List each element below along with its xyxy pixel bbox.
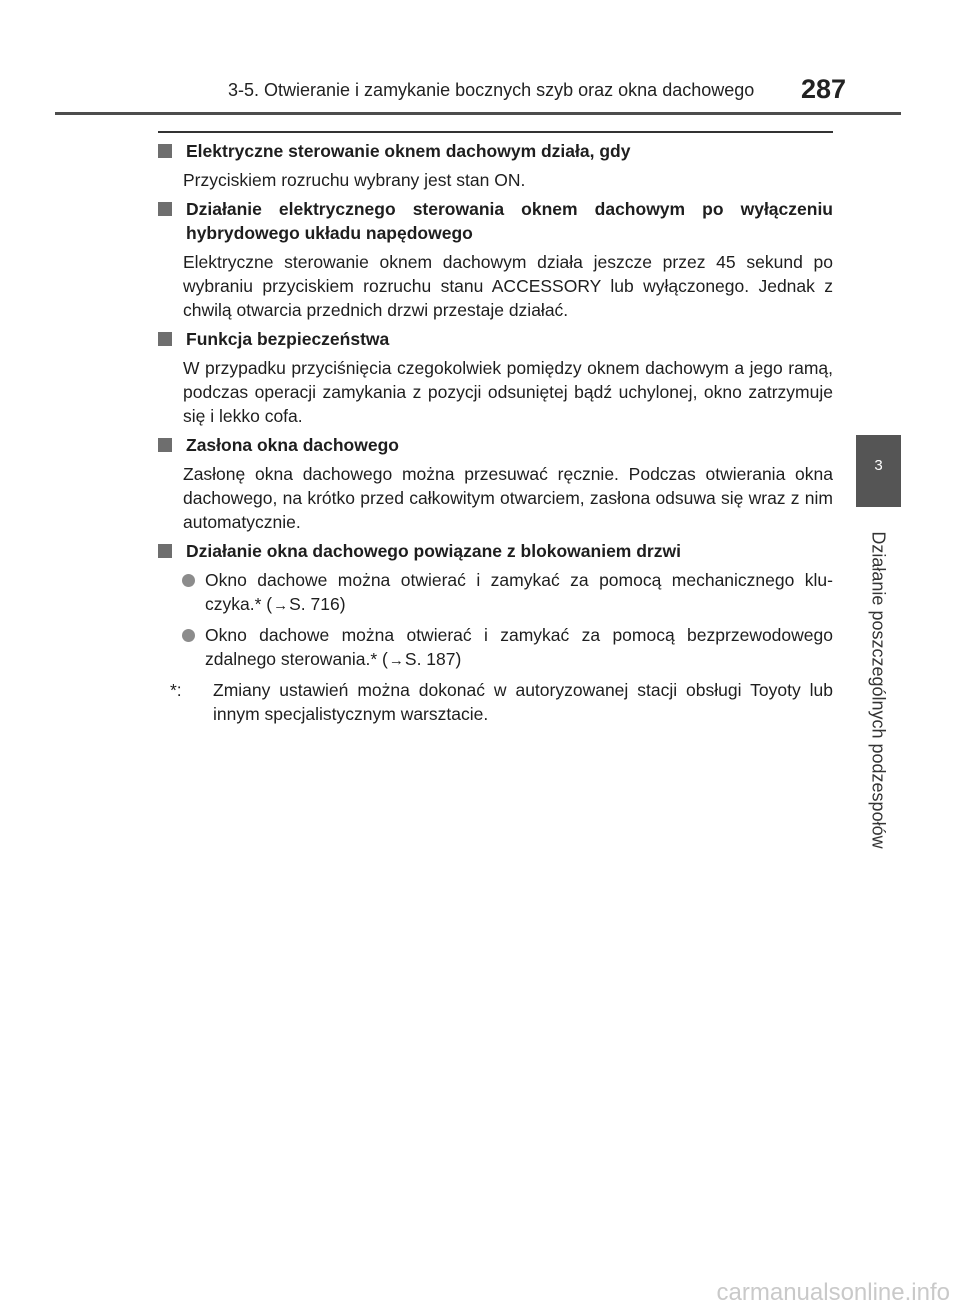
footnote bbox=[170, 678, 833, 726]
arrow-right-icon: → bbox=[273, 597, 289, 614]
heading-text: Działanie okna dachowego powiązane z blokowaniem drzwi bbox=[186, 541, 681, 561]
square-bullet-icon bbox=[158, 438, 172, 452]
list-item-text: Okno dachowe można otwierać i zamykać za pomocą mechanicznego klu-czyka.* ( bbox=[205, 570, 833, 614]
section-text: W przypadku przyciśnięcia czegokolwiek pomiędzy oknem dachowym a jego ramą, podczas operacji zamykania z pozycji odsuniętej bądź uchylonej, okno zatrzymuje się i lekko cofa. bbox=[183, 358, 833, 426]
header-rule bbox=[55, 112, 901, 115]
square-bullet-icon bbox=[158, 332, 172, 346]
section-heading bbox=[158, 539, 833, 563]
chapter-tab[interactable] bbox=[856, 435, 901, 507]
section-power-operation bbox=[158, 139, 833, 192]
section-heading bbox=[158, 327, 833, 351]
content-rule bbox=[158, 131, 833, 133]
page-reference-link[interactable]: S. 716) bbox=[289, 594, 346, 614]
footnote-mark: *: bbox=[170, 680, 182, 700]
section-text: Przyciskiem rozruchu wybrany jest stan ON. bbox=[183, 170, 526, 190]
heading-text: Działanie elektrycznego sterowania oknem dachowym po wyłączeniu hybrydowego układu napędowego bbox=[186, 199, 833, 243]
footnote-text: Zmiany ustawień można dokonać w autoryzowanej stacji obsługi Toyoty lub innym specjalistycznym warsztacie. bbox=[213, 680, 833, 724]
arrow-right-icon: → bbox=[388, 652, 404, 669]
section-after-shutdown bbox=[158, 197, 833, 322]
header-title: 3-5. Otwieranie i zamykanie bocznych szyb oraz okna dachowego bbox=[228, 80, 755, 100]
section-text: Elektryczne sterowanie oknem dachowym działa jeszcze przez 45 sekund po wybraniu przyciskiem rozruchu stanu ACCESSORY lub wyłączonego. Jednak z chwilą otwarcia przednich drzwi przestaje działać. bbox=[183, 252, 833, 320]
list-item bbox=[158, 623, 833, 673]
section-sunshade bbox=[158, 433, 833, 534]
heading-text: Funkcja bezpieczeństwa bbox=[186, 329, 390, 349]
section-heading bbox=[158, 197, 833, 245]
section-safety-function bbox=[158, 327, 833, 428]
circle-bullet-icon bbox=[182, 574, 195, 587]
section-heading bbox=[158, 139, 833, 163]
section-heading bbox=[158, 433, 833, 457]
square-bullet-icon bbox=[158, 544, 172, 558]
square-bullet-icon bbox=[158, 202, 172, 216]
main-content bbox=[158, 139, 833, 726]
page-reference-link[interactable]: S. 187) bbox=[404, 649, 462, 669]
page-number: 287 bbox=[801, 74, 847, 104]
chapter-number: 3 bbox=[874, 457, 883, 474]
heading-text: Zasłona okna dachowego bbox=[186, 435, 399, 455]
chapter-label: Działanie poszczególnych podzespołów bbox=[868, 531, 889, 849]
list-item bbox=[158, 568, 833, 618]
section-text: Zasłonę okna dachowego można przesuwać ręcznie. Podczas otwierania okna dachowego, na krótko przed całkowitym otwarciem, zasłona odsuwa się wraz z nim automatycznie. bbox=[183, 464, 833, 532]
circle-bullet-icon bbox=[182, 629, 195, 642]
list-item-text: Okno dachowe można otwierać i zamykać za pomocą bezprzewodowego zdalnego sterowania.* ( bbox=[205, 625, 833, 669]
section-door-lock-linked bbox=[158, 539, 833, 673]
heading-text: Elektryczne sterowanie oknem dachowym działa, gdy bbox=[186, 141, 631, 161]
watermark: carmanualsonline.info bbox=[716, 1279, 950, 1306]
square-bullet-icon bbox=[158, 144, 172, 158]
